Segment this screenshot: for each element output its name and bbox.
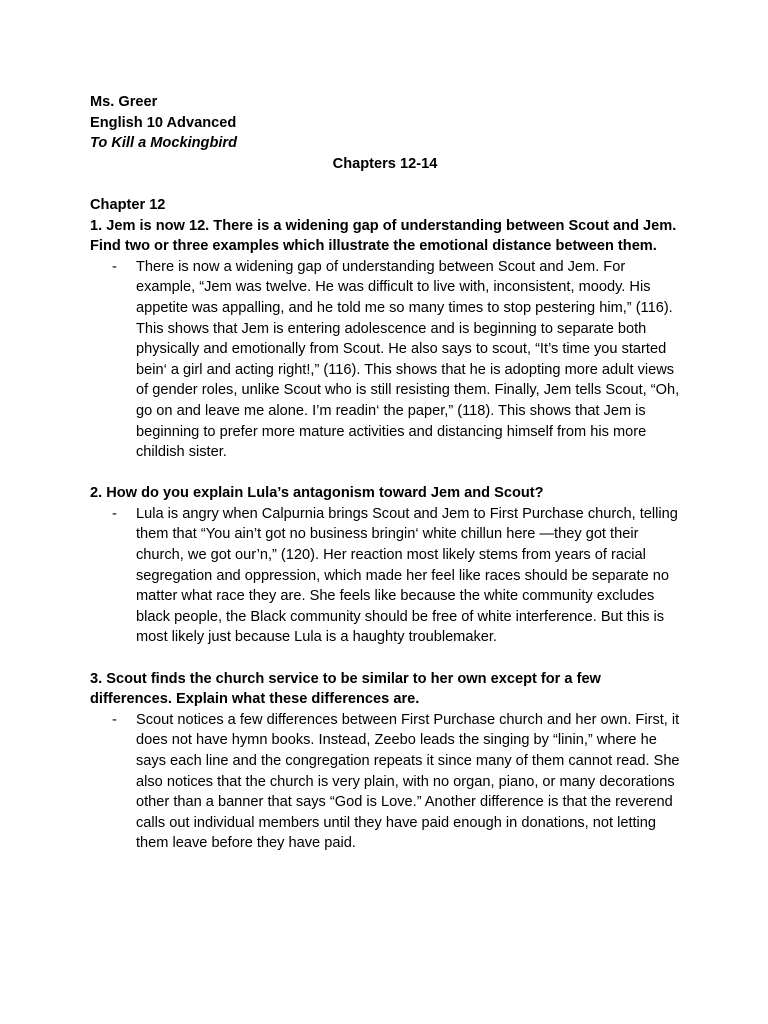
bullet-dash: - [112,711,117,728]
bullet-dash: - [112,505,117,522]
spacer [90,463,680,484]
question-3-answer [90,710,680,854]
question-1-answer [90,257,680,463]
chapters-heading: Chapters 12-14 [332,155,438,172]
spacer [90,648,680,669]
book-title: To Kill a Mockingbird [90,135,238,152]
teacher-name: Ms. Greer [90,94,158,110]
question-2-answer [90,504,680,648]
course-name: English 10 Advanced [90,114,237,131]
question-2-prompt: 2. How do you explain Lula’s antagonism toward Jem and Scout? [90,485,544,502]
question-1-answer-text: There is now a widening gap of understanding between Scout and Jem. For example, “Jem was twelve. He was difficult to live with, inconsistent, moody. His appetite was appalling, and he told me so many times to stop pestering him,” (116). This shows that Jem is entering adolescence and is beginning to separate both physically and emotionally from Scout. He also says to scout, “It’s time you started bein‘ a girl and acting right!,” (116). This shows that he is adopting more adult views of gender roles, unlike Scout who is still resisting them. Finally, Jem tells Scout, “Oh, go on and leave me alone. I’m readin‘ the paper,” (118). This shows that Jem is beginning to prefer more mature activities and distancing himself from his more childish sister. [136,258,680,461]
question-1-prompt: 1. Jem is now 12. There is a widening gap of understanding between Scout and Jem. Find two or three examples which illustrate the emotional distance between them. [90,217,677,255]
document-page [90,92,680,854]
question-3-prompt: 3. Scout finds the church service to be similar to her own except for a few differences. Explain what these differences are. [90,670,601,708]
spacer [90,174,680,195]
section-title: Chapter 12 [90,196,166,213]
bullet-dash: - [112,258,117,275]
question-2-answer-text: Lula is angry when Calpurnia brings Scout and Jem to First Purchase church, telling them that “You ain’t got no business bringin‘ white chillun here —they got their church, we got our’n,” (120). Her reaction most likely stems from years of racial segregation and oppression, which made her feel like races should be separate no matter what race they are. She feels like because the white community excludes black people, the Black community should be free of white interference. But this is most likely just because Lula is a haughty troublemaker. [136,505,678,646]
question-3-answer-text: Scout notices a few differences between First Purchase church and her own. First, it does not have hymn books. Instead, Zeebo leads the singing by “linin,” where he says each line and the congregation repeats it since many of them cannot read. She also notices that the church is very plain, with no organ, piano, or many decorations other than a banner that says “God is Love.” Another difference is that the reverend calls out individual members until they have paid enough in donations, not letting them leave before they have paid. [136,711,680,852]
